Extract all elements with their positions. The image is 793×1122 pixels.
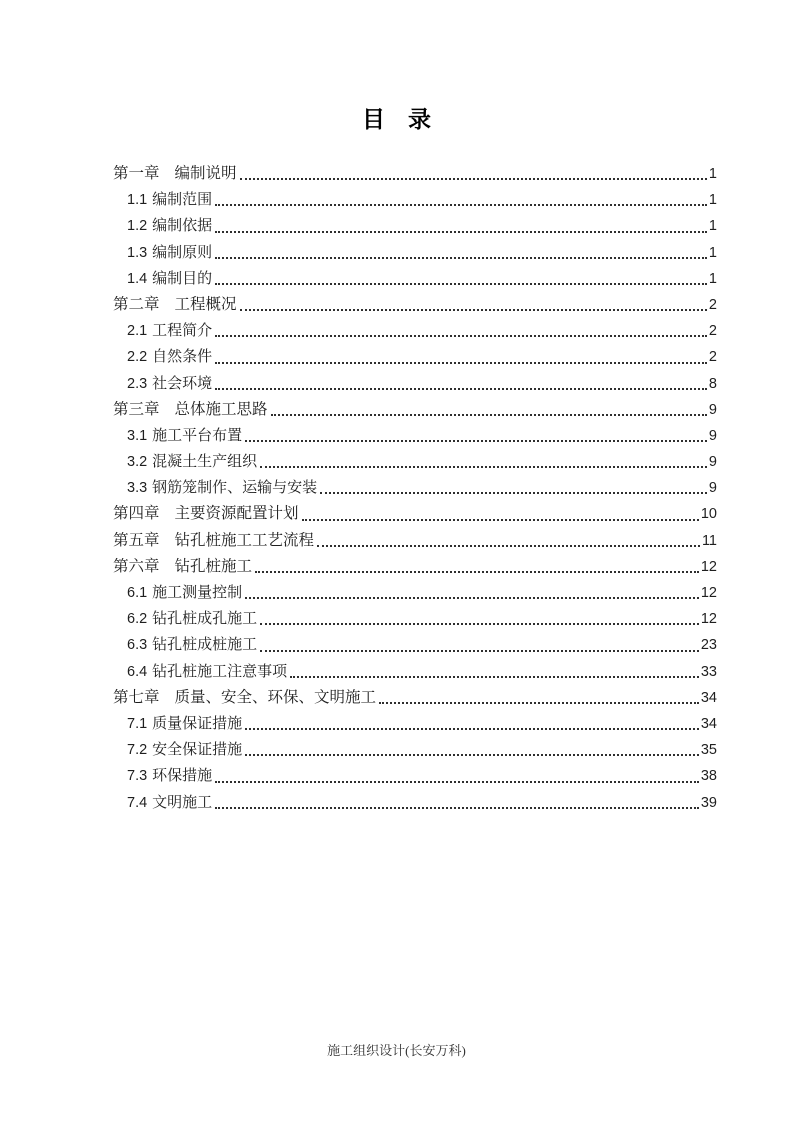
toc-entry-10[interactable] — [113, 397, 717, 423]
toc-entry-9[interactable] — [113, 371, 717, 397]
toc-entry-label: 工程概况 — [174, 295, 237, 313]
toc-entry-number: 第一章 — [113, 165, 160, 182]
toc-entry-label: 钻孔桩成孔施工 — [152, 611, 258, 628]
toc-entry-number: 1.2 — [127, 218, 148, 235]
toc-leader-dots — [379, 702, 699, 704]
toc-leader-dots — [317, 545, 700, 547]
toc-entry-label: 主要资源配置计划 — [174, 505, 299, 523]
toc-leader-dots — [240, 178, 707, 180]
toc-entry-page: 12 — [700, 585, 717, 601]
toc-list — [113, 161, 717, 816]
page-footer: 施工组织设计(长安万科) — [327, 1043, 466, 1058]
toc-entry-page: 12 — [700, 611, 717, 628]
toc-entry-12[interactable] — [113, 449, 717, 475]
toc-leader-dots — [215, 231, 707, 233]
toc-entry-page: 2 — [708, 349, 717, 366]
toc-entry-number: 7.2 — [127, 742, 148, 759]
toc-entry-18[interactable] — [113, 606, 717, 632]
toc-entry-label: 钢筋笼制作、运输与安装 — [152, 480, 318, 497]
toc-entry-14[interactable] — [113, 501, 717, 527]
toc-entry-19[interactable] — [113, 632, 717, 658]
toc-entry-number: 第七章 — [113, 688, 160, 706]
toc-entry-1[interactable] — [113, 161, 717, 187]
toc-entry-number: 6.1 — [127, 585, 148, 601]
toc-entry-label: 总体施工思路 — [174, 400, 268, 418]
toc-entry-number: 7.1 — [127, 715, 148, 732]
toc-entry-25[interactable] — [113, 790, 717, 816]
toc-entry-label: 编制依据 — [152, 218, 213, 235]
toc-leader-dots — [271, 414, 707, 416]
toc-entry-number: 2.2 — [127, 349, 148, 366]
toc-entry-label: 环保措施 — [152, 768, 213, 785]
toc-leader-dots — [215, 283, 707, 285]
toc-entry-page: 38 — [700, 768, 717, 785]
toc-entry-page: 39 — [700, 794, 717, 811]
toc-leader-dots — [290, 676, 699, 678]
toc-title: 目 录 — [362, 107, 431, 132]
toc-entry-2[interactable] — [113, 187, 717, 213]
toc-leader-dots — [215, 335, 707, 337]
toc-entry-page: 2 — [708, 296, 717, 313]
toc-leader-dots — [215, 388, 707, 390]
toc-entry-number: 2.3 — [127, 375, 148, 392]
toc-entry-page: 11 — [701, 532, 717, 549]
toc-entry-label: 质量保证措施 — [152, 715, 243, 732]
toc-entry-label: 钻孔桩施工 — [174, 557, 253, 575]
toc-entry-21[interactable] — [113, 685, 717, 711]
toc-entry-number: 第五章 — [113, 531, 160, 549]
toc-entry-number: 第二章 — [113, 295, 160, 313]
toc-entry-number: 第六章 — [113, 557, 160, 575]
toc-entry-number: 3.1 — [127, 427, 148, 444]
toc-entry-number: 1.4 — [127, 270, 148, 287]
toc-entry-22[interactable] — [113, 711, 717, 737]
toc-entry-label: 编制原则 — [152, 244, 213, 261]
toc-entry-label: 混凝土生产组织 — [152, 454, 258, 471]
toc-entry-15[interactable] — [113, 528, 717, 554]
toc-entry-label: 质量、安全、环保、文明施工 — [174, 688, 377, 706]
toc-leader-dots — [215, 807, 699, 809]
toc-leader-dots — [245, 440, 707, 442]
toc-entry-label: 社会环境 — [152, 375, 213, 392]
toc-entry-13[interactable] — [113, 475, 717, 501]
toc-entry-label: 文明施工 — [152, 794, 213, 811]
toc-entry-number: 2.1 — [127, 323, 148, 340]
toc-entry-number: 3.2 — [127, 454, 148, 471]
toc-entry-7[interactable] — [113, 318, 717, 344]
toc-entry-page: 35 — [700, 742, 717, 759]
toc-leader-dots — [245, 754, 699, 756]
toc-entry-label: 编制说明 — [174, 165, 237, 182]
toc-leader-dots — [320, 492, 707, 494]
toc-entry-6[interactable] — [113, 292, 717, 318]
toc-leader-dots — [245, 597, 699, 599]
toc-leader-dots — [245, 728, 699, 730]
toc-leader-dots — [302, 519, 699, 521]
toc-leader-dots — [260, 650, 699, 652]
toc-entry-11[interactable] — [113, 423, 717, 449]
toc-entry-page: 34 — [700, 689, 717, 706]
toc-entry-label: 施工平台布置 — [152, 427, 243, 444]
toc-entry-number: 6.2 — [127, 611, 148, 628]
toc-entry-20[interactable] — [113, 659, 717, 685]
toc-entry-16[interactable] — [113, 554, 717, 580]
toc-leader-dots — [215, 204, 707, 206]
toc-entry-page: 1 — [708, 270, 717, 287]
toc-leader-dots — [215, 257, 707, 259]
toc-entry-page: 9 — [708, 480, 717, 497]
toc-entry-page: 1 — [708, 244, 717, 261]
toc-entry-label: 施工测量控制 — [152, 585, 243, 601]
toc-entry-17[interactable] — [113, 580, 717, 606]
toc-entry-page: 1 — [708, 192, 717, 209]
toc-entry-page: 8 — [708, 375, 717, 392]
toc-entry-24[interactable] — [113, 763, 717, 789]
toc-leader-dots — [260, 623, 699, 625]
toc-entry-4[interactable] — [113, 240, 717, 266]
toc-entry-number: 3.3 — [127, 480, 148, 497]
toc-entry-label: 钻孔桩成桩施工 — [152, 637, 258, 654]
toc-entry-number: 第三章 — [113, 400, 160, 418]
toc-entry-number: 6.3 — [127, 637, 148, 654]
toc-entry-page: 9 — [708, 401, 717, 418]
toc-leader-dots — [215, 781, 699, 783]
toc-entry-page: 9 — [708, 427, 717, 444]
toc-entry-page: 12 — [700, 558, 717, 575]
toc-entry-8[interactable] — [113, 344, 717, 370]
toc-entry-page: 1 — [708, 218, 717, 235]
toc-entry-label: 自然条件 — [152, 349, 213, 366]
toc-entry-number: 1.3 — [127, 244, 148, 261]
toc-entry-label: 工程简介 — [152, 323, 213, 340]
toc-entry-number: 7.3 — [127, 768, 148, 785]
toc-entry-label: 钻孔桩施工工艺流程 — [174, 531, 315, 549]
toc-entry-number: 1.1 — [127, 192, 148, 209]
toc-entry-page: 10 — [700, 506, 717, 523]
toc-entry-label: 编制范围 — [152, 192, 213, 209]
toc-entry-page: 33 — [700, 663, 717, 680]
toc-entry-page: 23 — [700, 637, 717, 654]
toc-entry-label: 编制目的 — [152, 270, 213, 287]
toc-entry-page: 2 — [708, 323, 717, 340]
toc-entry-page: 1 — [708, 166, 717, 182]
toc-entry-number: 7.4 — [127, 794, 148, 811]
toc-entry-label: 钻孔桩施工注意事项 — [152, 663, 288, 680]
toc-leader-dots — [240, 309, 707, 311]
toc-entry-number: 第四章 — [113, 505, 160, 523]
toc-entry-page: 34 — [700, 715, 717, 732]
toc-entry-number: 6.4 — [127, 663, 148, 680]
toc-leader-dots — [255, 571, 699, 573]
toc-entry-3[interactable] — [113, 213, 717, 239]
toc-entry-label: 安全保证措施 — [152, 742, 243, 759]
toc-leader-dots — [215, 362, 707, 364]
toc-entry-page: 9 — [708, 454, 717, 471]
toc-leader-dots — [260, 466, 707, 468]
toc-entry-23[interactable] — [113, 737, 717, 763]
toc-entry-5[interactable] — [113, 266, 717, 292]
